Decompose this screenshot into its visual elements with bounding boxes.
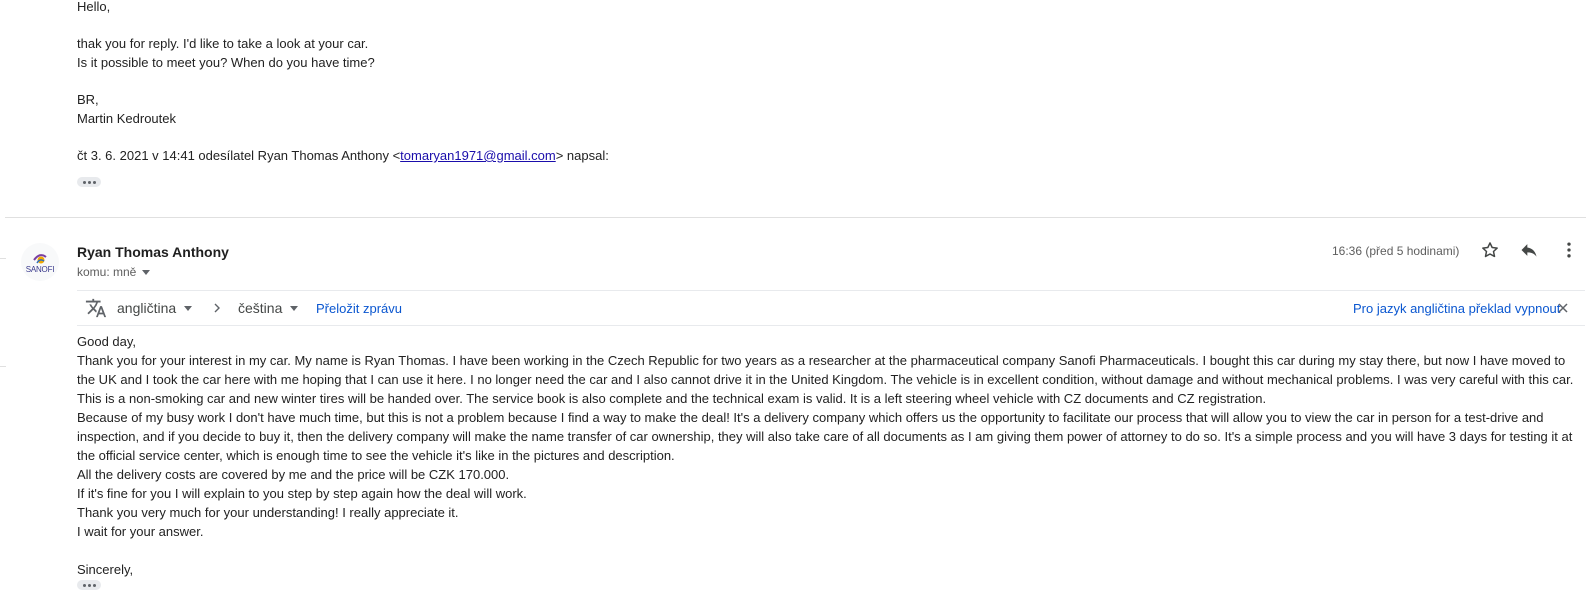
- quote-email-link[interactable]: tomaryan1971@gmail.com: [400, 148, 556, 163]
- left-edge-marker: [0, 258, 6, 259]
- avatar[interactable]: [21, 243, 59, 281]
- reply-button[interactable]: [1517, 238, 1541, 262]
- source-language-select[interactable]: [117, 291, 192, 325]
- star-icon: [1480, 240, 1500, 260]
- quoted-line: thak you for reply. I'd like to take a look at your car.: [77, 36, 369, 51]
- close-icon[interactable]: [1558, 291, 1568, 325]
- recipients-label: komu: mně: [77, 265, 137, 279]
- quoted-name: Martin Kedroutek: [77, 111, 176, 126]
- chevron-down-icon: [290, 306, 298, 311]
- message-divider: [5, 217, 1586, 218]
- body-paragraph: I wait for your answer.: [77, 524, 204, 539]
- body-paragraph: Thank you very much for your understanding! I really appreciate it.: [77, 505, 459, 520]
- chevron-down-icon: [184, 306, 192, 311]
- source-language-label: angličtina: [117, 300, 177, 316]
- target-language-select[interactable]: [238, 291, 298, 325]
- quote-attribution: [77, 146, 609, 165]
- body-paragraph: Because of my busy work I don't have much time, but this is not a problem because I find a way to make the deal! It's a delivery company which offers us the opportunity to facilitate our process that will allow you to view the car in person for a test-drive and inspection, and if you decide to buy it, then the delivery company will make the name transfer of car ownership, they will also take care of all documents as I am giving them power of attorney to do so. It's a simple process and you will have 3 days for testing it at the official service center, which is enough time to see the vehicle it's like in the pictures and description.: [77, 410, 1573, 463]
- left-edge-marker: [0, 366, 6, 367]
- message-timestamp: 16:36 (před 5 hodinami): [1332, 244, 1460, 258]
- reply-icon: [1519, 240, 1539, 260]
- target-language-label: čeština: [238, 300, 283, 316]
- quoted-signoff: BR,: [77, 92, 99, 107]
- quoted-greeting: Hello,: [77, 0, 111, 14]
- translate-icon: [85, 291, 107, 325]
- more-vert-icon: [1559, 240, 1579, 260]
- recipients[interactable]: [77, 265, 150, 279]
- show-trimmed-content-button[interactable]: [77, 580, 101, 590]
- translate-bar: [77, 290, 1585, 326]
- sender-name[interactable]: Ryan Thomas Anthony: [77, 244, 229, 260]
- body-paragraph: All the delivery costs are covered by me and the price will be CZK 170.000.: [77, 467, 510, 482]
- quote-attribution-suffix: > napsal:: [555, 148, 609, 163]
- show-trimmed-content-button[interactable]: [77, 177, 101, 187]
- body-paragraph: Thank you for your interest in my car. My name is Ryan Thomas. I have been working in the Czech Republic for two years as a researcher at the pharmaceutical company Sanofi Pharmaceuticals. I bought this car during my stay there, but now I have moved to the UK and I took the car here with me hoping that I can use it here. I no longer need the car and I also cannot drive it in the United Kingdom. The vehicle is in excellent condition, without damage and without mechanical problems. I was very careful with this car.: [77, 353, 1574, 387]
- chevron-down-icon[interactable]: [142, 270, 150, 275]
- body-closing: Sincerely,: [77, 562, 134, 577]
- sanofi-logo-icon: [31, 251, 49, 265]
- more-options-button[interactable]: [1557, 238, 1581, 262]
- avatar-logo-text: SANOFI: [25, 264, 55, 274]
- body-greeting: Good day,: [77, 334, 137, 349]
- quoted-line: Is it possible to meet you? When do you have time?: [77, 55, 375, 70]
- turn-off-translation-link[interactable]: Pro jazyk angličtina překlad vypnout: [1353, 300, 1561, 316]
- message-body: [77, 332, 1585, 579]
- body-spacer: [77, 541, 1585, 560]
- chevron-right-icon: [211, 291, 223, 325]
- quote-attribution-prefix: čt 3. 6. 2021 v 14:41 odesílatel Ryan Thomas Anthony <: [77, 148, 401, 163]
- body-paragraph: If it's fine for you I will explain to you step by step again how the deal will work.: [77, 486, 527, 501]
- translate-message-link[interactable]: Přeložit zprávu: [316, 300, 402, 316]
- star-button[interactable]: [1478, 238, 1502, 262]
- body-paragraph: This is a non-smoking car and new winter tires will be handed over. The service book is also complete and the technical exam is valid. It is a left steering wheel vehicle with CZ documents and CZ registration.: [77, 391, 1267, 406]
